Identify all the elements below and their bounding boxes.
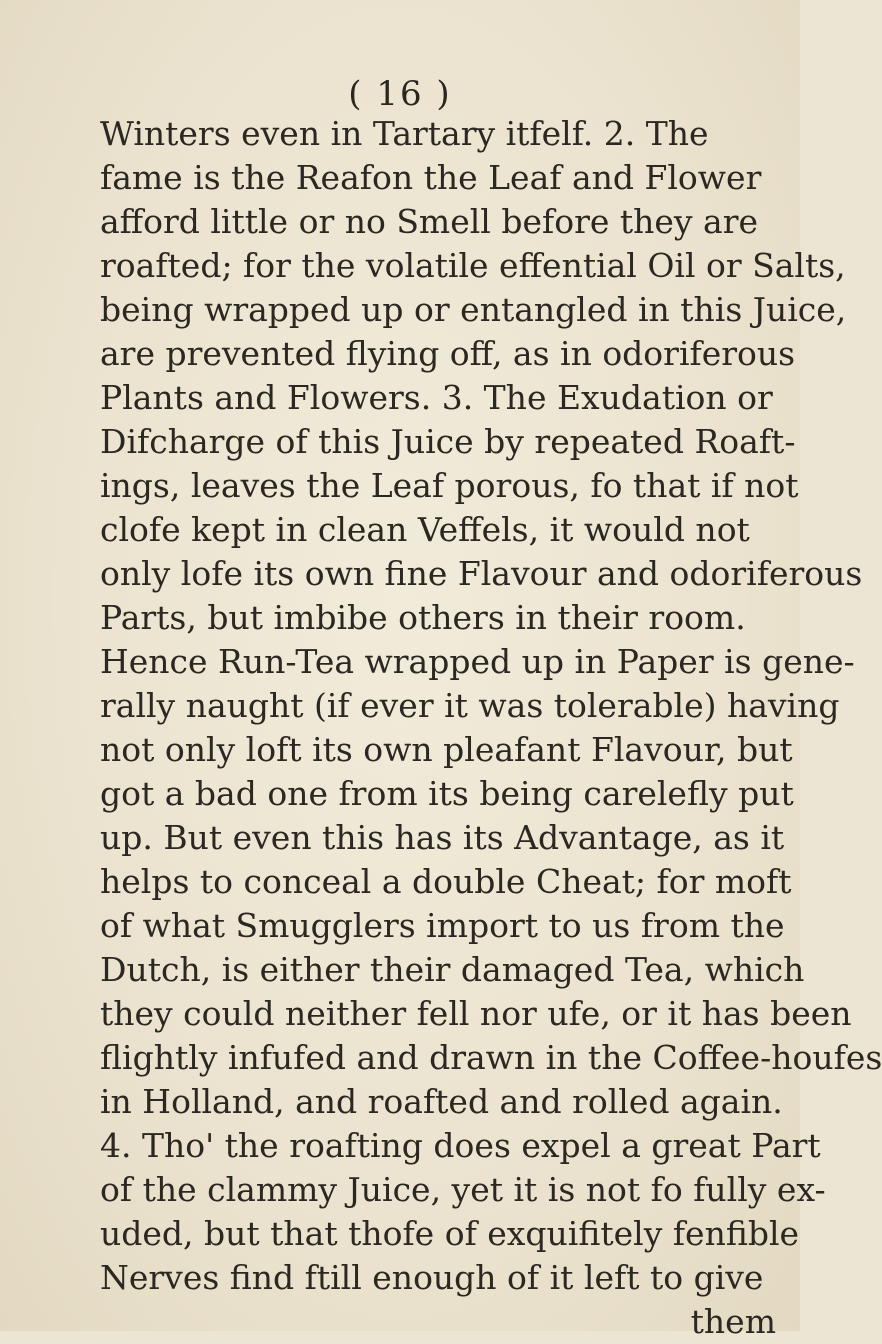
body-text <box>100 112 882 1344</box>
text-line: Dutch, is either their damaged Tea, which <box>100 950 805 989</box>
text-line: only lofe its own fine Flavour and odoriferous <box>100 554 863 593</box>
text-line: Nerves find ftill enough of it left to give <box>100 1258 764 1297</box>
text-line: are prevented flying off, as in odoriferous <box>100 334 796 373</box>
text-line: Winters even in Tartary itfelf. 2. The <box>100 114 709 153</box>
text-line: up. But even this has its Advantage, as it <box>100 818 785 857</box>
text-line: rally naught (if ever it was tolerable) having <box>100 686 840 725</box>
text-line: Hence Run-Tea wrapped up in Paper is gene- <box>100 642 855 681</box>
text-line: of what Smugglers import to us from the <box>100 906 785 945</box>
text-line: they could neither fell nor ufe, or it has been <box>100 994 852 1033</box>
text-line: of the clammy Juice, yet it is not fo fully ex- <box>100 1170 826 1209</box>
text-line: clofe kept in clean Veffels, it would not <box>100 510 750 549</box>
text-line: being wrapped up or entangled in this Juice, <box>100 290 847 329</box>
text-line: Parts, but imbibe others in their room. <box>100 598 746 637</box>
text-line: fame is the Reafon the Leaf and Flower <box>100 158 762 197</box>
page-number: ( 16 ) <box>348 74 452 114</box>
text-line: got a bad one from its being carelefly put <box>100 774 794 813</box>
text-line: 4. Tho' the roafting does expel a great Part <box>100 1126 821 1165</box>
catchword: them <box>690 1302 776 1341</box>
text-line: in Holland, and roafted and rolled again. <box>100 1082 783 1121</box>
text-line: roafted; for the volatile effential Oil or Salts, <box>100 246 846 285</box>
text-line: ings, leaves the Leaf porous, fo that if not <box>100 466 799 505</box>
text-line: Difcharge of this Juice by repeated Roaft- <box>100 422 796 461</box>
text-line: afford little or no Smell before they are <box>100 202 759 241</box>
text-line: uded, but that thofe of exquifitely fenfible <box>100 1214 800 1253</box>
text-line: helps to conceal a double Cheat; for moft <box>100 862 792 901</box>
text-line: Plants and Flowers. 3. The Exudation or <box>100 378 773 417</box>
text-line: flightly infufed and drawn in the Coffee-houfes <box>100 1038 882 1077</box>
text-line: not only loft its own pleafant Flavour, but <box>100 730 793 769</box>
